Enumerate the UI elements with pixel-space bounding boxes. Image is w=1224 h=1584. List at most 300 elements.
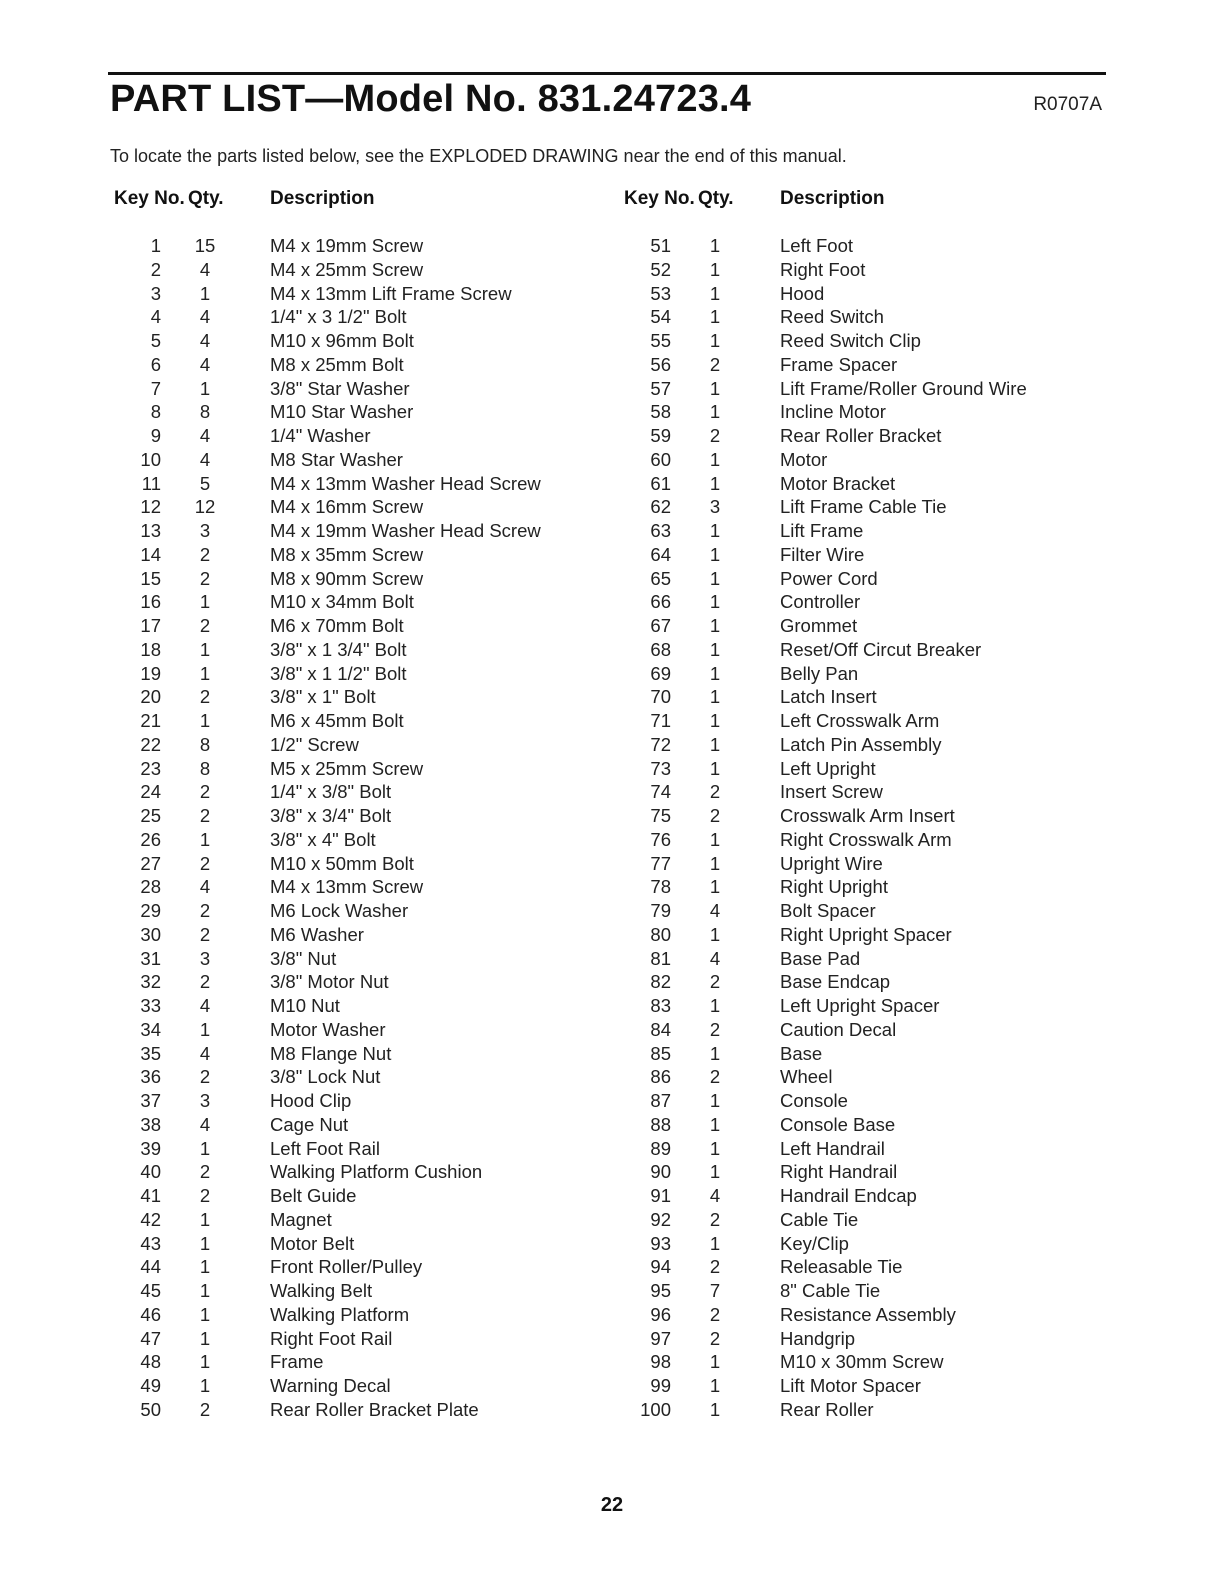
part-description: 1/4" Washer <box>270 425 371 446</box>
part-key-no: 66 <box>650 591 671 613</box>
part-row <box>618 1279 1098 1303</box>
part-key-no: 84 <box>650 1018 671 1040</box>
part-row <box>618 828 1098 852</box>
part-key-no: 93 <box>650 1232 671 1254</box>
part-key-no: 70 <box>650 686 671 708</box>
part-key-no: 37 <box>140 1090 161 1111</box>
part-qty: 3 <box>709 496 721 518</box>
part-row <box>618 1184 1098 1208</box>
part-description: Motor Washer <box>270 1018 386 1040</box>
part-description: 3/8" Motor Nut <box>270 971 389 993</box>
part-key-no: 11 <box>141 472 161 494</box>
part-description: 8" Cable Tie <box>780 1280 881 1301</box>
part-description: Magnet <box>270 1208 332 1230</box>
part-key-no: 49 <box>140 1375 161 1396</box>
part-qty: 4 <box>199 353 211 375</box>
part-row <box>108 899 588 923</box>
part-row <box>108 1160 588 1184</box>
part-row <box>108 329 588 353</box>
part-key-no: 3 <box>150 282 161 304</box>
part-row <box>108 1374 588 1398</box>
part-qty: 1 <box>199 710 211 731</box>
part-key-no: 81 <box>650 947 671 969</box>
part-qty: 1 <box>709 1042 721 1064</box>
part-description: Warning Decal <box>270 1375 391 1396</box>
part-key-no: 20 <box>140 686 161 708</box>
part-description: Cage Nut <box>270 1113 349 1135</box>
part-qty: 2 <box>199 543 211 565</box>
part-qty: 4 <box>199 1042 211 1064</box>
part-key-no: 17 <box>140 615 161 636</box>
part-qty: 8 <box>199 401 211 423</box>
part-qty: 1 <box>709 472 721 494</box>
part-qty: 2 <box>709 1208 721 1230</box>
part-row <box>618 685 1098 709</box>
part-key-no: 33 <box>140 995 161 1016</box>
part-description: M8 x 90mm Screw <box>270 567 424 589</box>
part-description: Lift Frame/Roller Ground Wire <box>780 377 1027 399</box>
part-qty: 1 <box>709 923 721 945</box>
part-row <box>618 614 1098 638</box>
part-qty: 2 <box>199 1185 211 1206</box>
part-row <box>618 1398 1098 1422</box>
part-qty: 1 <box>709 520 721 541</box>
part-qty: 1 <box>199 282 211 304</box>
part-description: Latch Insert <box>780 686 877 708</box>
part-row <box>108 1065 588 1089</box>
part-qty: 2 <box>199 923 211 945</box>
part-qty: 1 <box>199 1208 211 1230</box>
part-key-no: 90 <box>650 1161 671 1183</box>
part-key-no: 10 <box>140 448 161 470</box>
part-key-no: 53 <box>650 282 671 304</box>
part-qty: 2 <box>199 686 211 708</box>
parts-list-left <box>108 234 588 1422</box>
part-description: Lift Frame Cable Tie <box>780 496 947 518</box>
part-description: M10 Star Washer <box>270 401 414 423</box>
part-description: Right Foot Rail <box>270 1327 393 1349</box>
part-qty: 1 <box>709 1232 721 1254</box>
part-row <box>618 567 1098 591</box>
part-row <box>618 947 1098 971</box>
parts-column-left <box>108 188 588 1420</box>
part-description: 3/8" x 3/4" Bolt <box>270 805 392 826</box>
part-description: Cable Tie <box>780 1208 859 1230</box>
part-key-no: 71 <box>650 710 671 731</box>
part-row <box>618 1137 1098 1161</box>
part-qty: 1 <box>199 828 211 850</box>
part-key-no: 79 <box>650 900 671 921</box>
part-key-no: 22 <box>140 733 161 755</box>
part-qty: 1 <box>709 567 721 589</box>
part-qty: 3 <box>199 520 211 541</box>
part-row <box>108 1327 588 1351</box>
part-qty: 3 <box>199 947 211 969</box>
part-description: M8 x 35mm Screw <box>270 543 424 565</box>
part-qty: 1 <box>709 235 721 256</box>
part-description: Grommet <box>780 615 858 636</box>
part-row <box>108 709 588 733</box>
part-description: Belly Pan <box>780 662 859 684</box>
part-key-no: 60 <box>650 448 671 470</box>
part-description: M8 x 25mm Bolt <box>270 353 404 375</box>
part-qty: 2 <box>199 900 211 921</box>
part-description: 3/8" Nut <box>270 947 337 969</box>
part-row <box>618 1327 1098 1351</box>
part-qty: 4 <box>199 306 211 328</box>
part-qty: 1 <box>709 615 721 636</box>
part-key-no: 78 <box>650 876 671 898</box>
page-title: PART LIST—Model No. 831.24723.4 <box>110 78 752 120</box>
part-description: M5 x 25mm Screw <box>270 757 424 779</box>
part-qty: 1 <box>199 662 211 684</box>
part-qty: 1 <box>709 710 721 731</box>
part-row <box>618 543 1098 567</box>
part-row <box>618 804 1098 828</box>
part-qty: 2 <box>709 805 721 826</box>
part-qty: 4 <box>199 1113 211 1135</box>
part-row <box>108 1398 588 1422</box>
part-row <box>108 780 588 804</box>
part-description: Right Foot <box>780 258 866 280</box>
part-row <box>618 1065 1098 1089</box>
part-row <box>108 1042 588 1066</box>
part-row <box>618 1255 1098 1279</box>
part-description: M4 x 13mm Lift Frame Screw <box>270 282 512 304</box>
page-number: 22 <box>600 1494 624 1516</box>
part-description: Reset/Off Circut Breaker <box>780 638 982 660</box>
part-description: Walking Platform Cushion <box>270 1161 483 1183</box>
part-description: 3/8" Lock Nut <box>270 1066 381 1088</box>
part-description: Belt Guide <box>270 1185 357 1206</box>
part-row <box>108 353 588 377</box>
part-qty: 2 <box>709 1327 721 1349</box>
part-qty: 2 <box>709 781 721 803</box>
part-description: Left Foot <box>780 235 854 256</box>
parts-column-right <box>618 188 1098 1420</box>
header-description: Description <box>780 188 885 209</box>
part-description: Left Crosswalk Arm <box>780 710 940 731</box>
part-key-no: 92 <box>650 1208 671 1230</box>
part-qty: 1 <box>709 828 721 850</box>
part-description: M4 x 13mm Washer Head Screw <box>270 472 541 494</box>
part-row <box>618 1160 1098 1184</box>
part-qty: 1 <box>709 377 721 399</box>
part-key-no: 42 <box>140 1208 161 1230</box>
part-key-no: 12 <box>140 496 161 518</box>
part-qty: 2 <box>709 353 721 375</box>
part-qty: 5 <box>199 472 211 494</box>
part-key-no: 52 <box>650 258 671 280</box>
part-qty: 1 <box>199 591 211 613</box>
header-qty: Qty. <box>698 188 734 209</box>
header-qty: Qty. <box>188 188 224 209</box>
part-description: M10 x 34mm Bolt <box>270 591 414 613</box>
part-key-no: 100 <box>640 1398 671 1420</box>
part-row <box>618 638 1098 662</box>
part-qty: 12 <box>194 496 216 518</box>
part-key-no: 39 <box>140 1137 161 1159</box>
part-key-no: 27 <box>140 852 161 874</box>
part-description: Motor Bracket <box>780 472 896 494</box>
part-qty: 1 <box>709 1090 721 1111</box>
part-description: Hood Clip <box>270 1090 352 1111</box>
part-description: Reed Switch Clip <box>780 330 921 351</box>
part-row <box>108 282 588 306</box>
part-row <box>108 685 588 709</box>
part-qty: 1 <box>709 1351 721 1373</box>
part-row <box>618 1208 1098 1232</box>
part-qty: 1 <box>709 733 721 755</box>
part-qty: 4 <box>709 900 721 921</box>
part-row <box>618 1042 1098 1066</box>
part-row <box>618 590 1098 614</box>
part-key-no: 9 <box>150 425 161 446</box>
part-qty: 1 <box>709 330 721 351</box>
part-description: M6 x 45mm Bolt <box>270 710 404 731</box>
header-key-no: Key No. <box>624 188 695 209</box>
part-qty: 15 <box>194 235 216 256</box>
part-key-no: 58 <box>650 401 671 423</box>
part-key-no: 47 <box>140 1327 161 1349</box>
part-key-no: 1 <box>150 235 161 256</box>
part-key-no: 95 <box>650 1280 671 1301</box>
part-qty: 1 <box>709 686 721 708</box>
part-qty: 1 <box>709 1375 721 1396</box>
part-qty: 2 <box>709 971 721 993</box>
part-qty: 7 <box>709 1280 721 1301</box>
part-key-no: 50 <box>140 1398 161 1420</box>
part-description: Frame Spacer <box>780 353 898 375</box>
part-key-no: 86 <box>650 1066 671 1088</box>
part-qty: 4 <box>199 448 211 470</box>
part-description: Right Upright <box>780 876 888 898</box>
part-description: Caution Decal <box>780 1018 897 1040</box>
part-description: M10 x 50mm Bolt <box>270 852 414 874</box>
part-qty: 1 <box>709 1161 721 1183</box>
part-description: M10 x 96mm Bolt <box>270 330 414 351</box>
part-row <box>108 1255 588 1279</box>
part-qty: 1 <box>199 377 211 399</box>
part-description: Bolt Spacer <box>780 900 876 921</box>
part-key-no: 19 <box>140 662 161 684</box>
part-key-no: 26 <box>140 828 161 850</box>
intro-text: To locate the parts listed below, see the EXPLODED DRAWING near the end of this manual. <box>110 146 847 166</box>
part-row <box>618 733 1098 757</box>
part-key-no: 6 <box>150 353 161 375</box>
part-row <box>108 733 588 757</box>
part-description: 3/8" x 1 3/4" Bolt <box>270 638 407 660</box>
part-key-no: 24 <box>140 781 161 803</box>
part-row <box>618 970 1098 994</box>
part-key-no: 32 <box>140 971 161 993</box>
part-description: M6 Lock Washer <box>270 900 409 921</box>
part-key-no: 8 <box>150 401 161 423</box>
part-qty: 8 <box>199 733 211 755</box>
part-key-no: 67 <box>650 615 671 636</box>
part-description: Rear Roller Bracket Plate <box>270 1398 479 1420</box>
part-row <box>108 757 588 781</box>
part-row <box>108 923 588 947</box>
part-qty: 2 <box>709 1066 721 1088</box>
part-row <box>108 1137 588 1161</box>
part-key-no: 89 <box>650 1137 671 1159</box>
part-row <box>618 1232 1098 1256</box>
title-rule <box>108 72 1106 75</box>
part-description: Front Roller/Pulley <box>270 1256 423 1278</box>
part-row <box>108 1279 588 1303</box>
part-row <box>618 757 1098 781</box>
part-qty: 2 <box>199 1398 211 1420</box>
part-row <box>618 305 1098 329</box>
part-row <box>618 1113 1098 1137</box>
part-row <box>108 947 588 971</box>
part-qty: 2 <box>709 1018 721 1040</box>
part-row <box>618 1089 1098 1113</box>
part-description: Resistance Assembly <box>780 1303 956 1325</box>
part-description: Handgrip <box>780 1327 856 1349</box>
part-row <box>618 875 1098 899</box>
part-description: M6 Washer <box>270 923 364 945</box>
part-qty: 1 <box>709 543 721 565</box>
part-qty: 1 <box>709 876 721 898</box>
part-description: M10 Nut <box>270 995 340 1016</box>
part-description: Base <box>780 1042 823 1064</box>
part-key-no: 65 <box>650 567 671 589</box>
part-row <box>618 495 1098 519</box>
part-qty: 2 <box>709 1303 721 1325</box>
part-row <box>618 923 1098 947</box>
part-key-no: 88 <box>650 1113 671 1135</box>
part-description: 3/8" x 4" Bolt <box>270 828 376 850</box>
part-row <box>108 472 588 496</box>
part-key-no: 25 <box>140 805 161 826</box>
part-description: 1/2" Screw <box>270 733 359 755</box>
part-qty: 1 <box>709 757 721 779</box>
part-key-no: 2 <box>150 258 161 280</box>
part-description: Reed Switch <box>780 306 884 328</box>
part-key-no: 96 <box>650 1303 671 1325</box>
part-key-no: 69 <box>650 662 671 684</box>
part-description: Base Pad <box>780 947 861 969</box>
part-key-no: 16 <box>140 591 161 613</box>
part-key-no: 97 <box>650 1327 671 1349</box>
part-description: Right Upright Spacer <box>780 923 952 945</box>
part-qty: 1 <box>199 1375 211 1396</box>
part-key-no: 99 <box>650 1375 671 1396</box>
part-row <box>108 828 588 852</box>
part-qty: 2 <box>199 971 211 993</box>
part-qty: 4 <box>709 1185 721 1206</box>
part-description: Releasable Tie <box>780 1256 903 1278</box>
part-key-no: 55 <box>650 330 671 351</box>
part-key-no: 64 <box>650 543 671 565</box>
part-key-no: 30 <box>140 923 161 945</box>
part-description: Frame <box>270 1351 324 1373</box>
part-description: Left Foot Rail <box>270 1137 381 1159</box>
part-key-no: 72 <box>650 733 671 755</box>
part-row <box>108 258 588 282</box>
part-key-no: 77 <box>650 852 671 874</box>
part-key-no: 7 <box>150 377 161 399</box>
part-key-no: 35 <box>140 1042 161 1064</box>
part-description: Handrail Endcap <box>780 1185 917 1206</box>
part-row <box>108 1018 588 1042</box>
part-key-no: 40 <box>140 1161 161 1183</box>
part-row <box>618 472 1098 496</box>
part-row <box>108 305 588 329</box>
part-description: 3/8" x 1 1/2" Bolt <box>270 662 407 684</box>
part-row <box>618 852 1098 876</box>
part-qty: 8 <box>199 757 211 779</box>
part-qty: 1 <box>199 1303 211 1325</box>
part-qty: 1 <box>199 1137 211 1159</box>
part-row <box>108 234 588 258</box>
part-description: Controller <box>780 591 861 613</box>
part-description: Upright Wire <box>780 852 883 874</box>
part-key-no: 46 <box>140 1303 161 1325</box>
part-key-no: 57 <box>650 377 671 399</box>
part-qty: 2 <box>199 1066 211 1088</box>
part-row <box>108 543 588 567</box>
part-qty: 1 <box>199 638 211 660</box>
part-description: Motor Belt <box>270 1232 355 1254</box>
part-description: Lift Motor Spacer <box>780 1375 921 1396</box>
part-qty: 1 <box>709 591 721 613</box>
part-description: Motor <box>780 448 828 470</box>
header-description: Description <box>270 188 375 209</box>
part-key-no: 94 <box>650 1256 671 1278</box>
part-qty: 1 <box>709 448 721 470</box>
part-row <box>618 329 1098 353</box>
part-qty: 1 <box>199 1280 211 1301</box>
part-description: Filter Wire <box>780 543 865 565</box>
part-key-no: 31 <box>140 947 161 969</box>
part-qty: 1 <box>709 1113 721 1135</box>
part-qty: 1 <box>709 852 721 874</box>
part-qty: 1 <box>709 662 721 684</box>
part-description: M8 Star Washer <box>270 448 403 470</box>
part-qty: 4 <box>199 425 211 446</box>
part-qty: 1 <box>709 1137 721 1159</box>
part-qty: 1 <box>709 401 721 423</box>
part-row <box>618 424 1098 448</box>
part-qty: 1 <box>709 306 721 328</box>
column-header <box>618 188 1098 214</box>
part-row <box>618 353 1098 377</box>
part-row <box>108 1113 588 1137</box>
part-description: Insert Screw <box>780 781 883 803</box>
part-key-no: 74 <box>650 781 671 803</box>
part-key-no: 75 <box>650 805 671 826</box>
part-key-no: 45 <box>140 1280 161 1301</box>
part-description: M4 x 13mm Screw <box>270 876 424 898</box>
part-key-no: 48 <box>140 1351 161 1373</box>
part-key-no: 61 <box>650 472 671 494</box>
part-key-no: 73 <box>650 757 671 779</box>
part-row <box>618 662 1098 686</box>
part-qty: 1 <box>199 1256 211 1278</box>
part-row <box>108 614 588 638</box>
part-qty: 2 <box>199 1161 211 1183</box>
part-description: Walking Platform <box>270 1303 410 1325</box>
part-row <box>108 1208 588 1232</box>
part-row <box>108 1350 588 1374</box>
part-description: Latch Pin Assembly <box>780 733 942 755</box>
part-row <box>618 899 1098 923</box>
part-row <box>618 1374 1098 1398</box>
part-row <box>108 1303 588 1327</box>
